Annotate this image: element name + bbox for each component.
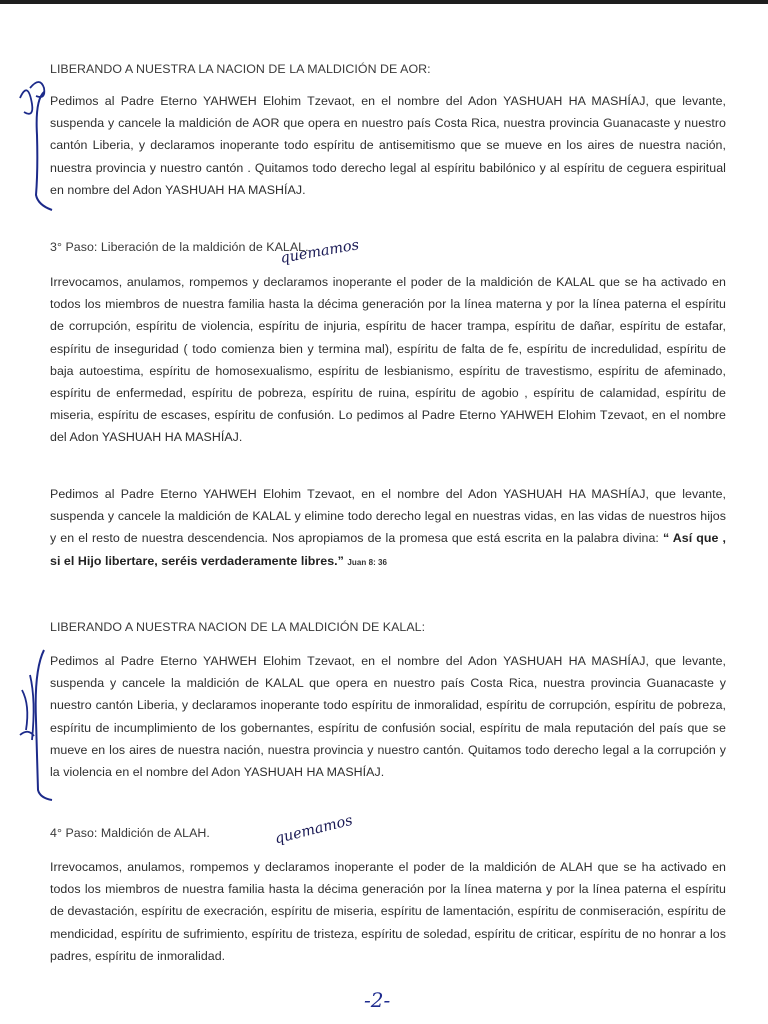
paragraph-kalal-pedimos	[50, 483, 726, 574]
page-number: -2-	[364, 988, 391, 1012]
scripture-reference: Juan 8: 36	[347, 557, 388, 567]
heading-kalal-step: 3° Paso: Liberación de la maldición de KALAL.	[50, 240, 309, 254]
paragraph-alah-irrevocamos: Irrevocamos, anulamos, rompemos y declaramos inoperante el poder de la maldición de ALAH que se ha activado en todos los miembros de nuestra familia hasta la décima generación por la línea materna y por la línea paterna el espíritu de devastación, espíritu de execración, espíritu de miseria, espíritu de lamentación, espíritu de conmiseración, espíritu de mendicidad, espíritu de sufrimiento, espíritu de tristeza, espíritu de soledad, espíritu de criticar, espíritu de no honrar a los padres, espíritu de inmoralidad.	[50, 860, 726, 963]
heading-aor: LIBERANDO A NUESTRA LA NACION DE LA MALDICIÓN DE AOR:	[50, 62, 431, 76]
heading-kalal-nation: LIBERANDO A NUESTRA NACION DE LA MALDICIÓN DE KALAL:	[50, 620, 426, 634]
heading-alah-step: 4° Paso: Maldición de ALAH.	[50, 826, 210, 840]
paragraph-kalal-irrevocamos: Irrevocamos, anulamos, rompemos y declaramos inoperante el poder de la maldición de KALAL que se ha activado en todos los miembros de nuestra familia hasta la décima generación por la línea materna y por la línea paterna el espíritu de corrupción, espíritu de violencia, espíritu de injuria, espíritu de hacer trampa, espíritu de dañar, espíritu de estafar, espíritu de inseguridad ( todo comienza bien y termina mal), espíritu de falta de fe, espíritu de incredulidad, espíritu de baja autoestima, espíritu de homosexualismo, espíritu de lesbianismo, espíritu de travestismo, espíritu de afeminado, espíritu de enfermedad, espíritu de pobreza, espíritu de ruina, espíritu de agobio , espíritu de calamidad, espíritu de miseria, espíritu de escases, espíritu de confusión. Lo pedimos al Padre Eterno YAHWEH Elohim Tzevaot, en el nombre del Adon YASHUAH HA MASHÍAJ.	[50, 275, 726, 445]
handwritten-note-top: quemamos	[279, 237, 361, 267]
paragraph-kalal-nation: Pedimos al Padre Eterno YAHWEH Elohim Tzevaot, en el nombre del Adon YASHUAH HA MASHÍAJ, que levante, suspenda y cancele la maldición de KALAL que opera en nuestro país Costa Rica, nuestra provincia Guanacaste y nuestro cantón Liberia, y declaramos inoperante todo espíritu de inmoralidad, espíritu de corrupción, espíritu de pobreza, espíritu de incumplimiento de los gobernantes, espíritu de confusión social, espíritu de mala reputación del país que se mueve en los aires de nuestra nación, nuestra provincia y nuestro cantón. Quitamos todo derecho legal a la corrupción y la violencia en el nombre del Adon YASHUAH HA MASHÍAJ.	[50, 654, 726, 780]
margin-scribble-bottom	[20, 675, 34, 740]
scripture-quote: “ Así que , si el Hijo libertare, seréis verdaderamente libres.”	[50, 531, 726, 568]
paragraph-kalal-pedimos-text: Pedimos al Padre Eterno YAHWEH Elohim Tzevaot, en el nombre del Adon YASHUAH HA MASHÍAJ, que levante, suspenda y cancele la maldición de KALAL y elimine todo derecho legal en nuestras vidas, en las vidas de nuestros hijos y en el resto de nuestra descendencia. Nos apropiamos de la promesa que está escrita en la palabra divina:	[50, 487, 726, 546]
handwritten-note-bottom: quemamos	[273, 812, 355, 848]
paragraph-aor: Pedimos al Padre Eterno YAHWEH Elohim Tzevaot, en el nombre del Adon YASHUAH HA MASHÍAJ, que levante, suspenda y cancele la maldición de AOR que opera en nuestro país Costa Rica, nuestra provincia Guanacaste y nuestro cantón Liberia, y declaramos inoperante todo espíritu de antisemitismo que se mueve en los aires de nuestra nación, nuestra provincia y nuestro cantón . Quitamos todo derecho legal al espíritu babilónico y al espíritu de ceguera espiritual en nombre del Adon YASHUAH HA MASHÍAJ.	[50, 94, 726, 197]
